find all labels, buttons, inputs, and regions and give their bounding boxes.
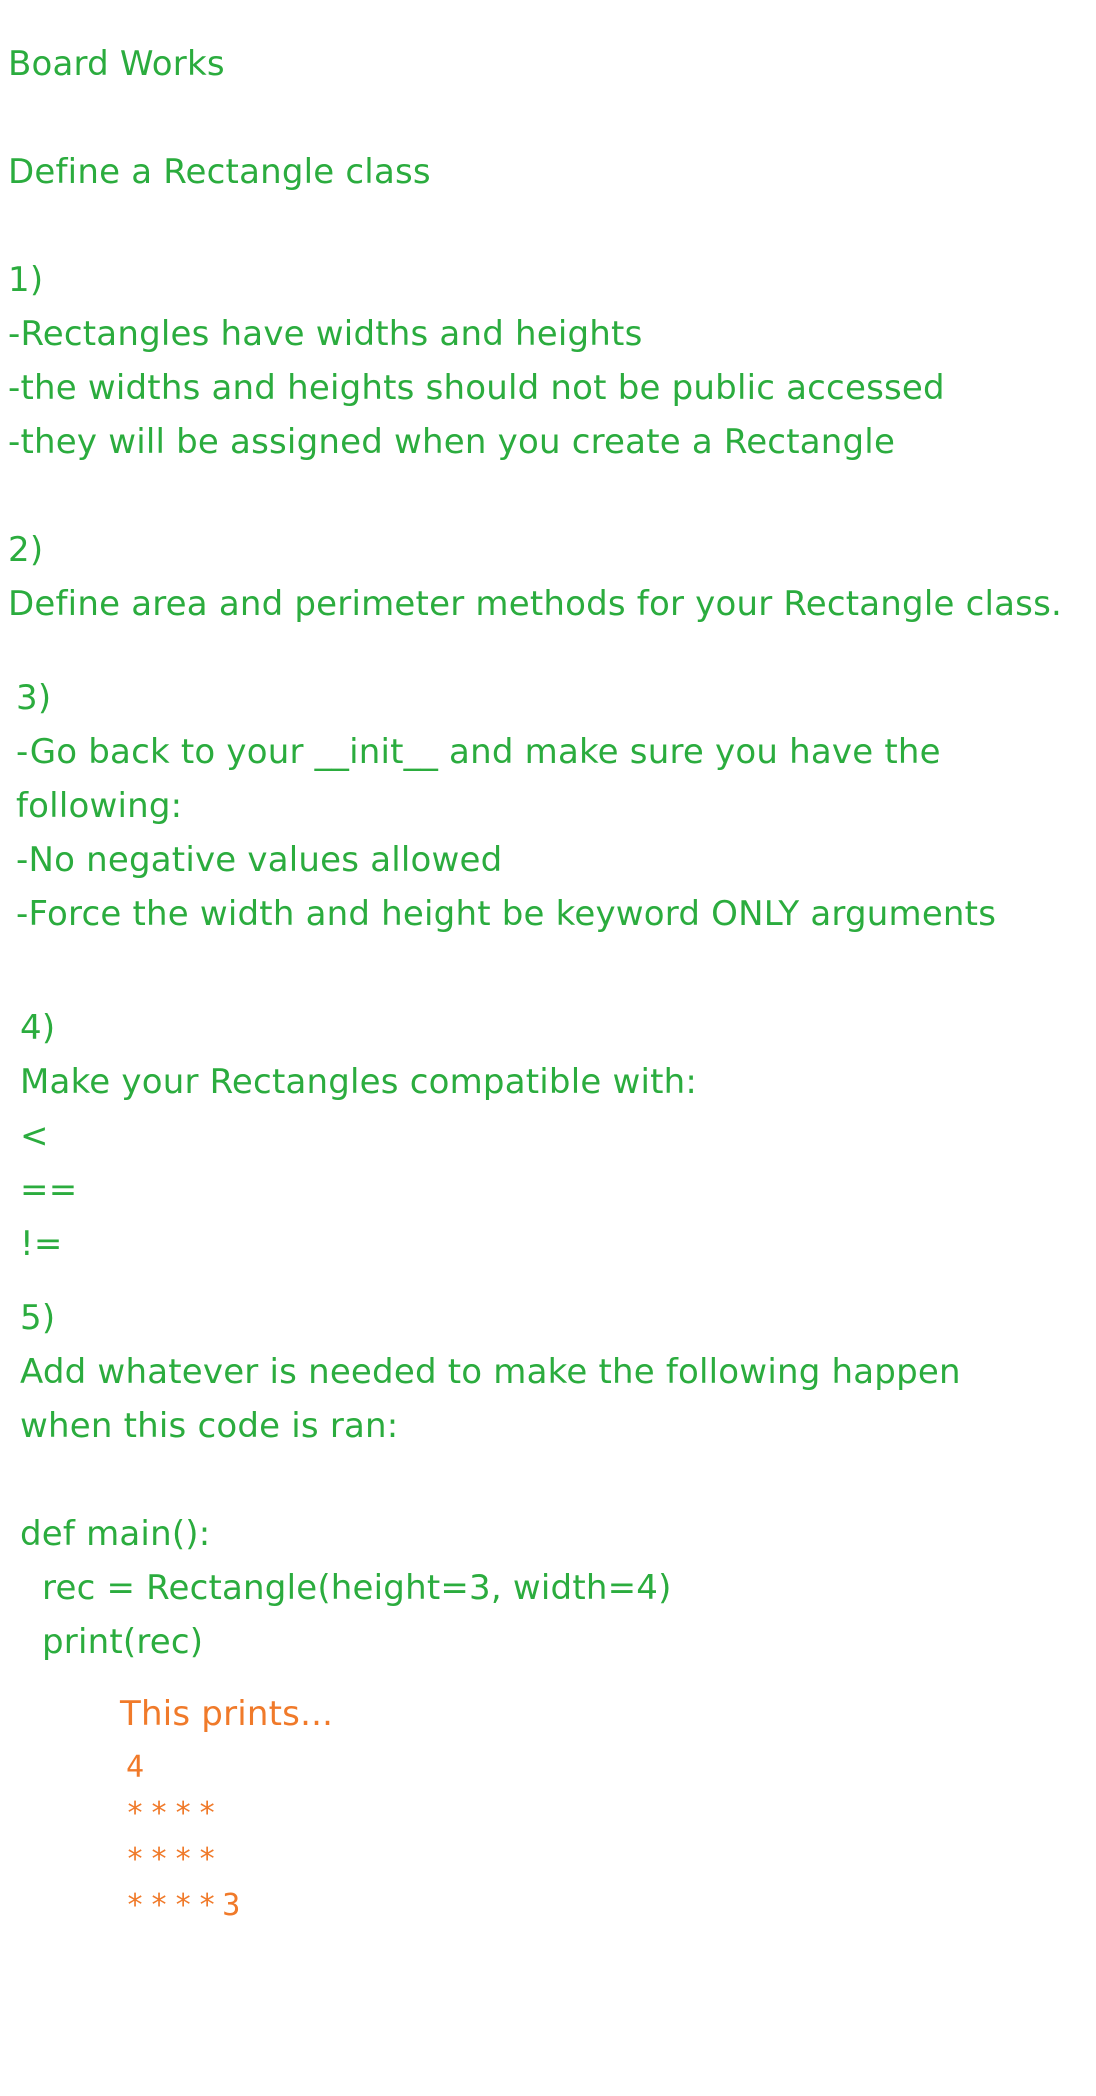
section-5-line: when this code is ran: [20,1406,399,1446]
section-3-line: -Go back to your __init__ and make sure you have the [16,732,941,772]
section-3-line: following: [16,786,183,826]
operator-less-than: < [20,1116,49,1156]
operator-not-equal: != [20,1224,63,1264]
section-2-line: Define area and perimeter methods for your Rectangle class. [8,584,1063,624]
code-line: def main(): [20,1514,211,1554]
section-1-line: -the widths and heights should not be public accessed [8,368,945,408]
output-label: This prints... [120,1694,334,1734]
section-3-line: -No negative values allowed [16,840,503,880]
section-3-line: -Force the width and height be keyword ONLY arguments [16,894,997,934]
operator-equal: == [20,1170,78,1210]
section-5-line: Add whatever is needed to make the following happen [20,1352,961,1392]
section-2-number: 2) [8,530,44,570]
section-3-number: 3) [16,678,52,718]
output-line: **** [126,1796,223,1831]
section-1-number: 1) [8,260,44,300]
section-1-line: -Rectangles have widths and heights [8,314,643,354]
document-subtitle: Define a Rectangle class [8,152,431,192]
section-1-line: -they will be assigned when you create a Rectangle [8,422,896,462]
section-5-number: 5) [20,1298,56,1338]
section-4-number: 4) [20,1008,56,1048]
code-line: print(rec) [20,1622,204,1662]
code-line: rec = Rectangle(height=3, width=4) [20,1568,672,1608]
output-line: 4 [126,1750,151,1785]
section-4-line: Make your Rectangles compatible with: [20,1062,698,1102]
output-line: **** [126,1842,223,1877]
document-title: Board Works [8,44,225,84]
output-line: ****3 [126,1888,247,1923]
